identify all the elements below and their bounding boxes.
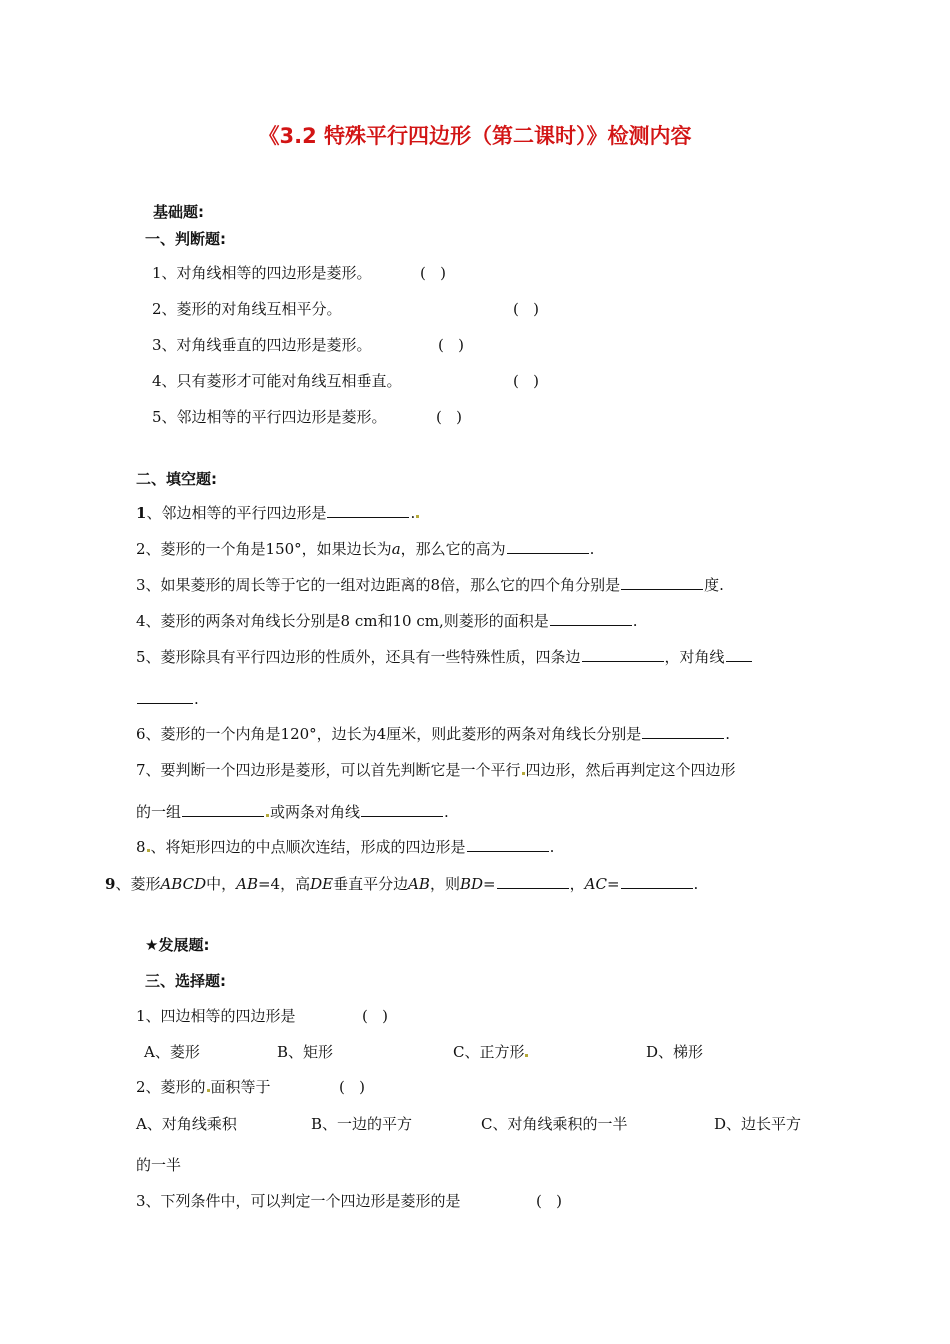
section-extend-heading: ★发展题:: [145, 936, 210, 954]
judge-item-1: 1、对角线相等的四边形是菱形。: [152, 264, 372, 282]
choice-q1-paren: ( ): [362, 1007, 389, 1025]
fill-q8-blank[interactable]: [467, 837, 549, 852]
fill-q8: [136, 837, 554, 857]
fill-q9-var-ac: AC: [584, 875, 607, 893]
fill-q3-end: 度.: [704, 576, 724, 594]
judge-item-5-paren: ( ): [436, 408, 463, 426]
judge-item-3-paren: ( ): [438, 336, 465, 354]
choice-q1-option-a[interactable]: A、菱形: [144, 1043, 200, 1061]
fill-q2-text-b: ，那么它的高为: [400, 540, 506, 558]
fill-q8-text: 、将矩形四边的中点顺次连结，形成的四边形是: [150, 838, 466, 856]
part3-heading: 三、选择题:: [145, 972, 226, 990]
choice-q2-option-a[interactable]: A、对角线乘积: [136, 1115, 237, 1133]
choice-q2-option-b[interactable]: B、一边的平方: [311, 1115, 413, 1133]
section-basic-heading: 基础题:: [153, 203, 204, 221]
fill-q9-blank-1[interactable]: [497, 874, 569, 889]
fill-q9-text-c: =4，高: [257, 875, 311, 893]
fill-q3-blank[interactable]: [621, 575, 703, 590]
fill-q7: [136, 760, 736, 780]
fill-q5-blank-1[interactable]: [582, 647, 664, 662]
fill-q9-var-ab: AB: [236, 875, 258, 893]
judge-item-4-paren: ( ): [513, 372, 540, 390]
fill-q9-text-g: ，: [569, 875, 585, 893]
choice-q2-text-a: 2、菱形的: [136, 1078, 206, 1096]
fill-q5-text-a: 5、菱形除具有平行四边形的性质外，还具有一些特殊性质，四条边: [136, 648, 581, 666]
fill-q1-blank[interactable]: [327, 503, 409, 518]
fill-q9-text-e: ，则: [429, 875, 460, 893]
fill-q9-text-f: =: [483, 875, 496, 893]
judge-item-2: 2、菱形的对角线互相平分。: [152, 300, 342, 318]
fill-q1-end: .: [410, 504, 416, 522]
fill-q7-text-c: 或两条对角线: [270, 803, 361, 821]
fill-q9-text-d: 垂直平分边: [333, 875, 409, 893]
mark-dot: [147, 849, 150, 852]
fill-q8-end: .: [549, 838, 555, 856]
fill-q4: [136, 611, 638, 631]
fill-q6-end: .: [725, 725, 731, 743]
fill-q9-var-de: DE: [310, 875, 334, 893]
fill-q9: [105, 874, 698, 894]
fill-q2-var: a: [391, 540, 401, 558]
fill-q7-blank-1[interactable]: [182, 802, 264, 817]
fill-q5-blank-2[interactable]: [726, 647, 752, 662]
fill-q5: [136, 647, 753, 667]
fill-q7-end: .: [444, 803, 449, 821]
mark-dot: [266, 814, 269, 817]
judge-item-4: 4、只有菱形才可能对角线互相垂直。: [152, 372, 402, 390]
fill-q1-number: 1: [136, 504, 147, 522]
choice-q2: [136, 1077, 271, 1097]
fill-q5-wrap: [136, 689, 199, 709]
judge-item-3: 3、对角线垂直的四边形是菱形。: [152, 336, 372, 354]
fill-q9-blank-2[interactable]: [621, 874, 693, 889]
choice-q2-option-d-wrap: 的一半: [136, 1156, 182, 1174]
fill-q7-text-b: 的一组: [136, 803, 182, 821]
choice-q1-option-b[interactable]: B、矩形: [277, 1043, 334, 1061]
judge-item-2-paren: ( ): [513, 300, 540, 318]
fill-q1: [136, 503, 420, 523]
fill-q7-text-a: 7、要判断一个四边形是菱形，可以首先判断它是一个平行: [136, 761, 521, 779]
choice-q1: 1、四边相等的四边形是: [136, 1007, 296, 1025]
fill-q2-text-a: 2、菱形的一个角是150°，如果边长为: [136, 540, 392, 558]
fill-q9-text-h: =: [606, 875, 620, 893]
mark-dot: [207, 1089, 210, 1092]
fill-q9-text-b: 中，: [206, 875, 237, 893]
fill-q6-text: 6、菱形的一个内角是120°，边长为4厘米，则此菱形的两条对角线长分别是: [136, 725, 642, 743]
choice-q1-option-c-label: C、正方形: [453, 1043, 525, 1061]
fill-q3: [136, 575, 724, 595]
fill-q5-blank-2-cont[interactable]: [137, 689, 193, 704]
choice-q1-option-c[interactable]: [453, 1042, 529, 1062]
fill-q4-text: 4、菱形的两条对角线长分别是8 cm和10 cm,则菱形的面积是: [136, 612, 549, 630]
fill-q4-blank[interactable]: [550, 611, 632, 626]
fill-q4-end: .: [632, 612, 638, 630]
fill-q9-end: .: [693, 875, 699, 893]
fill-q6-blank[interactable]: [642, 724, 724, 739]
mark-dot: [416, 515, 419, 518]
fill-q5-end: .: [194, 690, 199, 708]
fill-q9-var-abcd: ABCD: [160, 875, 207, 893]
fill-q3-text: 3、如果菱形的周长等于它的一组对边距离的8倍，那么它的四个角分别是: [136, 576, 621, 594]
mark-dot: [525, 1054, 528, 1057]
judge-item-5: 5、邻边相等的平行四边形是菱形。: [152, 408, 387, 426]
document-title: 《3.2 特殊平行四边形（第二课时）》检测内容: [258, 124, 692, 148]
fill-q2-blank[interactable]: [507, 539, 589, 554]
fill-q2-end: .: [589, 540, 595, 558]
fill-q5-text-b: ，对角线: [664, 648, 725, 666]
choice-q2-option-c[interactable]: C、对角线乘积的一半: [481, 1115, 628, 1133]
fill-q7-text-a2: 四边形，然后再判定这个四边形: [525, 761, 736, 779]
choice-q1-option-d[interactable]: D、梯形: [646, 1043, 704, 1061]
part1-heading: 一、判断题:: [145, 230, 226, 248]
fill-q6: [136, 724, 730, 744]
fill-q8-number: 8: [136, 838, 146, 856]
fill-q2: [136, 539, 594, 559]
fill-q7-blank-2[interactable]: [361, 802, 443, 817]
fill-q9-var-ab-2: AB: [408, 875, 430, 893]
choice-q2-option-d[interactable]: D、边长平方: [714, 1115, 802, 1133]
choice-q3-paren: ( ): [536, 1192, 563, 1210]
choice-q2-text-b: 面积等于: [210, 1078, 271, 1096]
fill-q9-text-a: 、菱形: [115, 875, 161, 893]
mark-dot: [522, 772, 525, 775]
choice-q3: 3、下列条件中，可以判定一个四边形是菱形的是: [136, 1192, 461, 1210]
fill-q9-var-bd: BD: [459, 875, 484, 893]
fill-q9-number: 9: [105, 875, 116, 893]
part2-heading: 二、填空题:: [136, 470, 217, 488]
judge-item-1-paren: ( ): [420, 264, 447, 282]
choice-q2-paren: ( ): [339, 1078, 366, 1096]
fill-q7-wrap: [136, 802, 449, 822]
fill-q1-text: 、邻边相等的平行四边形是: [146, 504, 327, 522]
